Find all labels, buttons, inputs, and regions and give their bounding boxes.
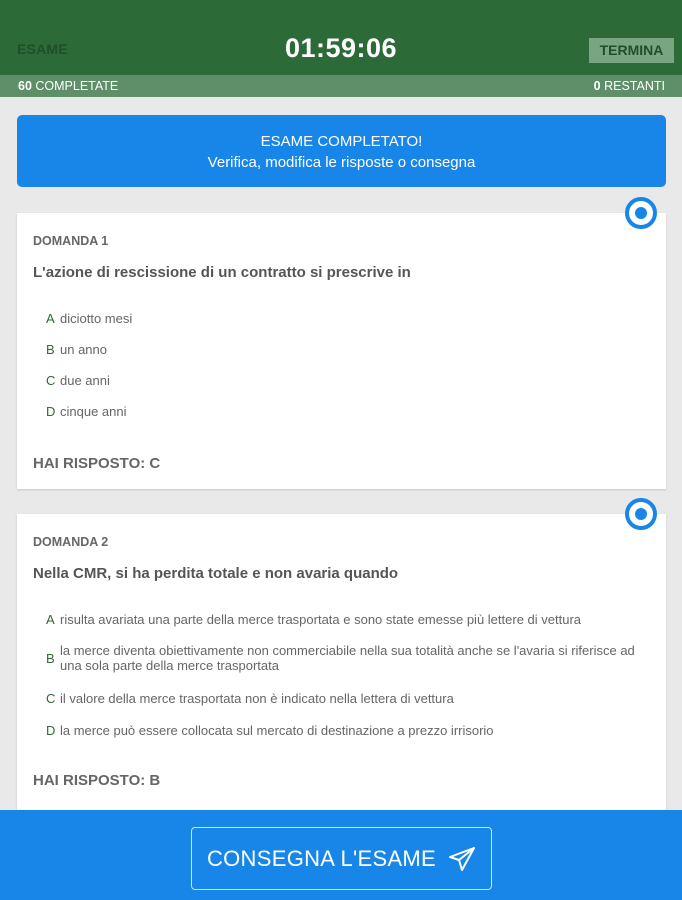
option-d[interactable] [46,404,636,419]
question-text: Nella CMR, si ha perdita totale e non avaria quando [33,565,399,582]
answered-marker-icon[interactable] [625,498,657,530]
question-card-2[interactable] [17,514,666,810]
question-text: L'azione di rescissione di un contratto si prescrive in [33,264,411,281]
option-text: diciotto mesi [60,311,133,326]
exam-label: ESAME [17,41,68,57]
option-letter: D [46,723,56,738]
question-number: DOMANDA 1 [33,234,109,248]
option-letter: C [46,691,56,706]
option-text: la merce può essere collocata sul mercato di destinazione a prezzo irrisorio [60,723,494,738]
option-letter: D [46,404,56,419]
option-a[interactable] [46,311,636,326]
option-letter: B [46,342,55,357]
option-text: risulta avariata una parte della merce trasportata e sono state emesse più lettere di vettura [60,612,582,627]
question-number: DOMANDA 2 [33,535,109,549]
option-c[interactable] [46,691,636,706]
option-text: la merce diventa obiettivamente non commerciabile nella sua totalità anche se l'avaria si riferisce ad una sola parte della merce trasportata [60,643,635,673]
progress-bar [0,75,682,97]
submit-exam-button[interactable] [191,827,492,890]
option-letter: B [46,650,55,666]
completion-banner [17,115,666,187]
option-c[interactable] [46,373,636,388]
option-letter: A [46,311,55,326]
given-answer: HAI RISPOSTO: C [33,455,161,472]
banner-title: ESAME COMPLETATO! [260,133,423,150]
bottom-bar [0,810,682,900]
finish-button[interactable]: TERMINA [589,38,674,63]
completed-label: COMPLETATE [35,79,119,93]
given-answer: HAI RISPOSTO: B [33,772,161,789]
option-a[interactable] [46,612,636,627]
option-b[interactable] [46,643,636,673]
completed-count: 60 [18,79,32,93]
question-card-1[interactable] [17,213,666,489]
paper-plane-icon [448,846,476,872]
remaining-counter [594,79,665,93]
top-bar [0,0,682,75]
option-letter: C [46,373,56,388]
remaining-count: 0 [593,79,601,93]
option-text: due anni [60,373,110,388]
answered-marker-icon[interactable] [625,197,657,229]
option-d[interactable] [46,723,636,738]
completed-counter [18,79,118,93]
submit-label: CONSEGNA L'ESAME [206,845,437,871]
option-text: cinque anni [60,404,127,419]
option-text: il valore della merce trasportata non è indicato nella lettera di vettura [60,691,454,706]
remaining-label: RESTANTI [604,79,665,93]
countdown-timer: 01:59:06 [284,33,398,63]
option-letter: A [46,612,55,627]
option-b[interactable] [46,342,636,357]
banner-subtitle: Verifica, modifica le risposte o consegna [207,154,476,171]
option-text: un anno [60,342,107,357]
